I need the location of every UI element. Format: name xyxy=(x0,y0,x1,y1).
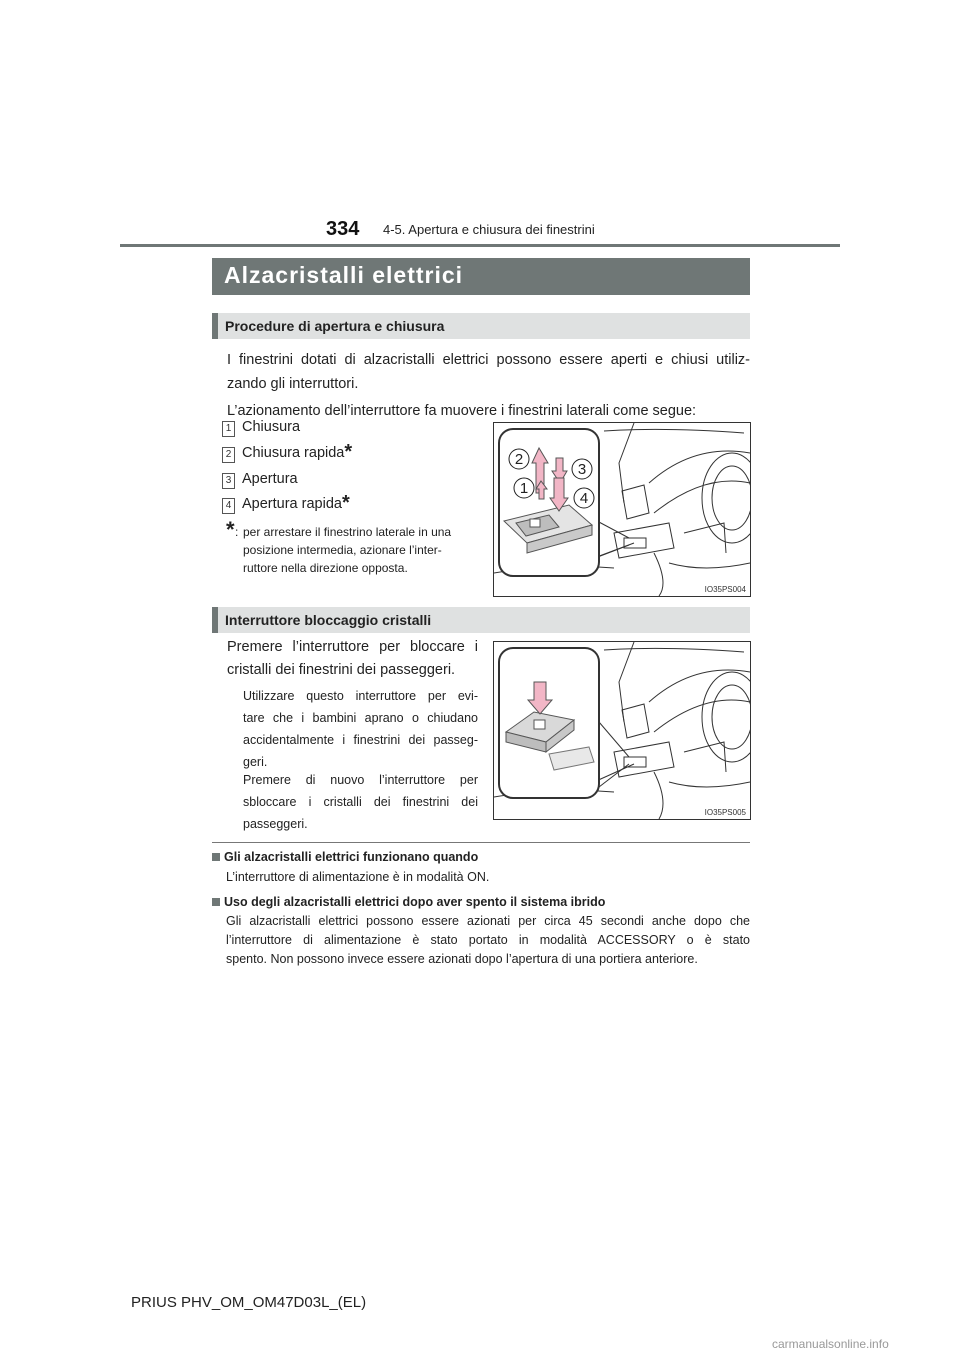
note-heading-text: Uso degli alzacristalli elettrici dopo aver spento il sistema ibrido xyxy=(224,895,606,909)
header-rule xyxy=(120,244,840,247)
list-item-text: Apertura rapida xyxy=(242,496,342,512)
square-bullet-icon xyxy=(212,853,220,861)
footnote-text xyxy=(243,523,451,577)
notes-block xyxy=(212,850,750,969)
list-number: 4 xyxy=(222,498,235,514)
window-switch-illustration xyxy=(494,423,750,596)
figure-lock-switch xyxy=(493,641,751,820)
list-item-label xyxy=(242,471,298,487)
figure-code: IO35PS004 xyxy=(704,585,746,594)
list-number: 1 xyxy=(222,421,235,437)
figure-label-3: 3 xyxy=(577,461,587,478)
chapter-title: 4-5. Apertura e chiusura dei finestrini xyxy=(383,222,595,237)
note-heading xyxy=(212,850,750,864)
lock-subtext-2 xyxy=(243,769,478,835)
section-title: Procedure di apertura e chiusura xyxy=(225,318,445,334)
figure-code: IO35PS005 xyxy=(704,808,746,817)
note-heading xyxy=(212,895,750,909)
figure-window-switch xyxy=(493,422,751,597)
list-item-text: Chiusura rapida xyxy=(242,445,345,461)
subtext-line: tare che i bambini aprano o chiudano xyxy=(243,711,478,725)
footnote-line: posizione intermedia, azionare l’inter- xyxy=(243,543,442,557)
figure-label-1: 1 xyxy=(519,480,529,497)
page-number: 334 xyxy=(326,218,360,240)
square-bullet-icon xyxy=(212,898,220,906)
footnote-line: per arrestare il finestrino laterale in una xyxy=(243,525,452,539)
intro-line-2: zando gli interruttori. xyxy=(227,376,359,392)
note-heading-text: Gli alzacristalli elettrici funzionano quando xyxy=(224,850,479,864)
list-item-label xyxy=(242,419,300,435)
footnote-colon: : xyxy=(235,525,239,539)
list-item-text: Apertura xyxy=(242,471,298,487)
notes-divider xyxy=(212,842,750,843)
section-title: Interruttore bloccaggio cristalli xyxy=(225,612,432,628)
lock-switch-illustration xyxy=(494,642,750,819)
section-procedure-header xyxy=(212,313,750,339)
note-line: spento. Non possono invece essere azionati dopo l’apertura di una portiera anteriore. xyxy=(226,952,698,966)
asterisk-mark: * xyxy=(344,441,353,463)
list-number: 2 xyxy=(222,447,235,463)
figure-label-2: 2 xyxy=(514,451,524,468)
subtext-line: Premere di nuovo l’interruttore per xyxy=(243,773,478,787)
asterisk-mark: * xyxy=(341,492,350,514)
section-accent xyxy=(212,607,218,633)
lock-text-1: Premere l’interruttore per bloccare i xyxy=(227,639,478,655)
list-item-label xyxy=(242,492,350,519)
list-item-label xyxy=(242,441,353,468)
intro-line-3: L’azionamento dell’interruttore fa muovere i finestrini laterali come segue: xyxy=(227,403,697,419)
lock-text-2: cristalli dei finestrini dei passeggeri. xyxy=(227,662,456,678)
figure-label-4: 4 xyxy=(579,490,589,507)
intro-line-1: I finestrini dotati di alzacristalli elettrici possono essere aperti e chiusi utiliz- xyxy=(227,352,750,368)
document-footer: PRIUS PHV_OM_OM47D03L_(EL) xyxy=(131,1294,367,1311)
subtext-line: geri. xyxy=(243,755,268,769)
footnote-asterisk: * xyxy=(226,517,235,542)
section-lock-header xyxy=(212,607,750,633)
footnote-line: ruttore nella direzione opposta. xyxy=(243,561,408,575)
note-line: l’interruttore di alimentazione è stato portato in modalità ACCESSORY o è stato xyxy=(226,933,750,947)
watermark: carmanualsonline.info xyxy=(772,1337,889,1351)
note-line: Gli alzacristalli elettrici possono essere azionati per circa 45 secondi anche dopo che xyxy=(226,914,750,928)
note-body: L’interruttore di alimentazione è in modalità ON. xyxy=(226,870,490,884)
lock-subtext-1 xyxy=(243,685,478,773)
list-item-text: Chiusura xyxy=(242,419,301,435)
list-number: 3 xyxy=(222,473,235,489)
page-title: Alzacristalli elettrici xyxy=(224,262,464,288)
subtext-line: passeggeri. xyxy=(243,817,308,831)
section-accent xyxy=(212,313,218,339)
subtext-line: Utilizzare questo interruttore per evi- xyxy=(243,689,478,703)
subtext-line: accidentalmente i finestrini dei passeg- xyxy=(243,733,478,747)
note-body xyxy=(226,912,750,969)
subtext-line: sbloccare i cristalli dei finestrini dei xyxy=(243,795,478,809)
